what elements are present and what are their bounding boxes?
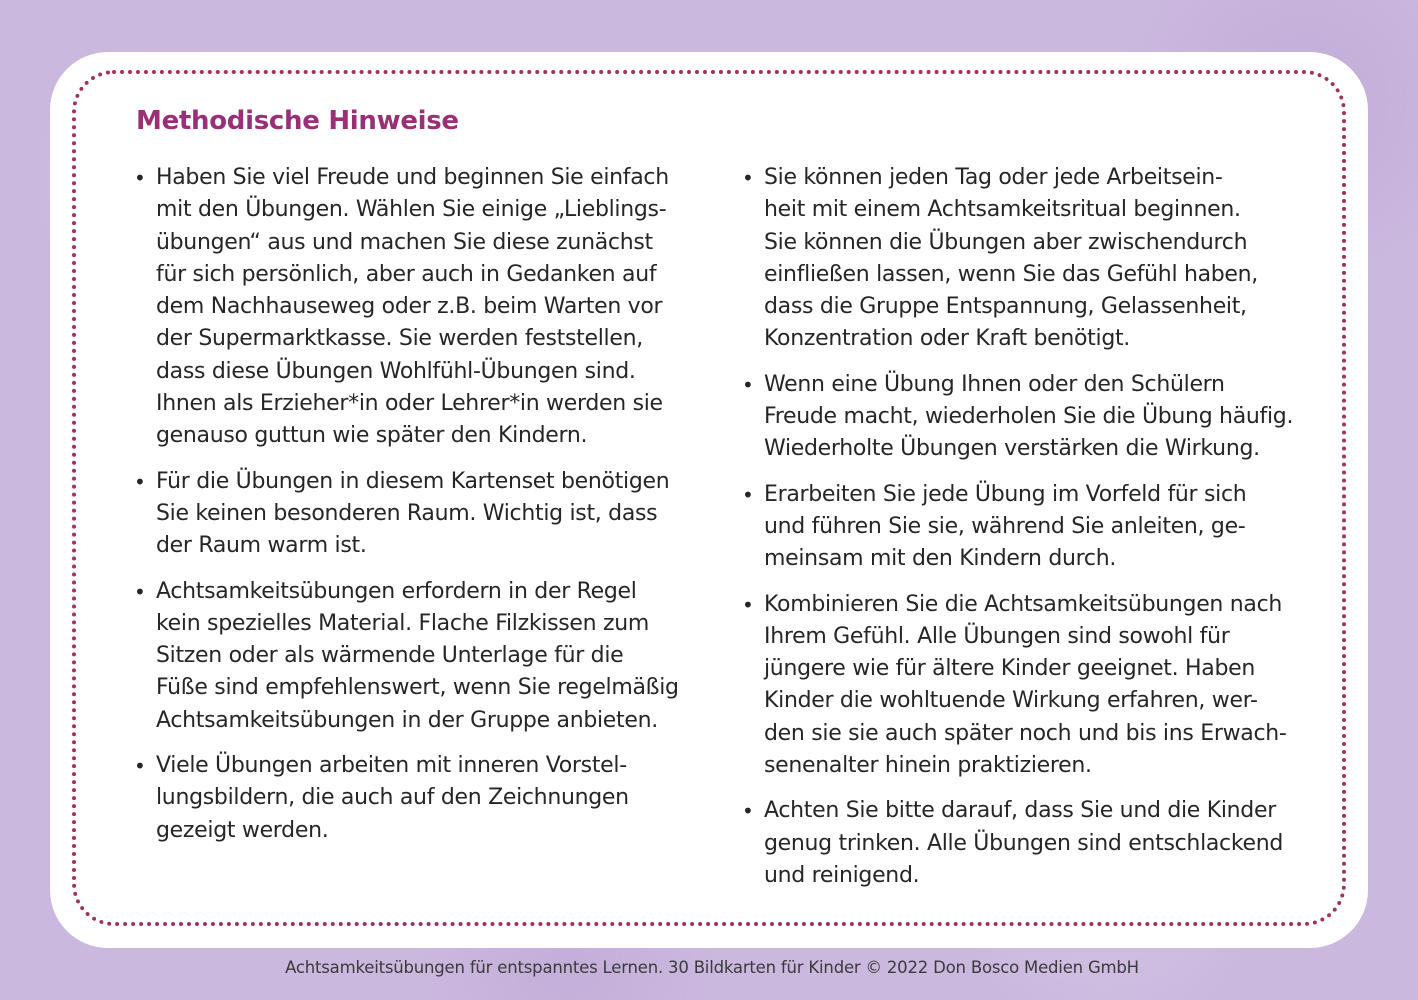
text-line: Konzentration oder Kraft benötigt. [764,326,1131,352]
bullet-icon: • [134,754,146,779]
text-line: senenalter hinein praktizieren. [764,753,1092,779]
bullet-icon: • [134,579,146,604]
card-heading: Methodische Hinweise [136,106,459,136]
bullet-icon: • [742,372,754,397]
text-line: genauso guttun wie später den Kindern. [156,423,588,449]
text-line: Kombinieren Sie die Achtsamkeitsübungen nach [764,591,1283,617]
text-line: mit den Übungen. Wählen Sie einige „Lieblings- [156,197,667,223]
text-line: genug trinken. Alle Übungen sind entschlackend [764,830,1284,856]
list-item [134,162,694,453]
text-line: Ihrem Gefühl. Alle Übungen sind sowohl für [764,623,1230,649]
text-line: Freude macht, wiederholen Sie die Übung häufig. [764,404,1294,430]
text-line: jüngere wie für ältere Kinder geeignet. Haben [764,656,1255,682]
text-line: heit mit einem Achtsamkeitsritual beginnen. [764,197,1241,223]
right-column [742,162,1302,905]
text-line: Sitzen oder als wärmende Unterlage für die [156,643,624,669]
text-line: kein spezielles Material. Flache Filzkissen zum [156,610,649,636]
list-item [742,795,1302,892]
text-line: den sie sie auch später noch und bis ins Erwach- [764,720,1287,746]
text-line: Ihnen als Erzieher*in oder Lehrer*in werden sie [156,391,663,417]
text-line: gezeigt werden. [156,817,329,843]
list-item [134,576,694,737]
text-line: Viele Übungen arbeiten mit inneren Vorstel- [156,753,627,779]
text-line: Achtsamkeitsübungen in der Gruppe anbieten. [156,707,658,733]
bullet-icon: • [742,799,754,824]
text-line: Haben Sie viel Freude und beginnen Sie einfach [156,165,669,190]
list-item [742,162,1302,356]
list-item [742,479,1302,576]
text-line: und führen Sie sie, während Sie anleiten, ge- [764,513,1246,539]
text-line: Achten Sie bitte darauf, dass Sie und die Kinder [764,798,1276,824]
bullet-icon: • [742,592,754,617]
list-item [742,369,1302,466]
list-item [742,589,1302,783]
text-line: einfließen lassen, wenn Sie das Gefühl haben, [764,261,1259,287]
text-line: Sie können die Übungen aber zwischendurch [764,229,1248,255]
text-line: Für die Übungen in diesem Kartenset benötigen [156,468,670,494]
list-item [134,466,694,563]
text-line: Füße sind empfehlenswert, wenn Sie regelmäßig [156,675,679,701]
text-line: der Supermarktkasse. Sie werden feststellen, [156,326,643,352]
text-line: und reinigend. [764,862,920,888]
text-line: dass diese Übungen Wohlfühl-Übungen sind. [156,358,636,384]
text-line: lungsbildern, die auch auf den Zeichnungen [156,785,629,811]
bullet-icon: • [134,469,146,494]
text-line: Wiederholte Übungen verstärken die Wirkung. [764,436,1260,462]
text-line: Achtsamkeitsübungen erfordern in der Regel [156,578,637,604]
bullet-icon: • [134,166,146,190]
bullet-icon: • [742,166,754,190]
text-line: für sich persönlich, aber auch in Gedanken auf [156,261,657,287]
text-line: meinsam mit den Kindern durch. [764,546,1117,572]
list-item [134,750,694,847]
copyright-footer: Achtsamkeitsübungen für entspanntes Lernen. 30 Bildkarten für Kinder © 2022 Don Bosco Medien GmbH [285,958,1139,977]
text-line: übungen“ aus und machen Sie diese zunächst [156,229,653,255]
text-line: der Raum warm ist. [156,533,367,559]
text-line: Kinder die wohltuende Wirkung erfahren, wer- [764,688,1258,714]
text-line: dass die Gruppe Entspannung, Gelassenheit, [764,294,1247,320]
instruction-card [50,52,1368,948]
text-line: Erarbeiten Sie jede Übung im Vorfeld für sich [764,481,1247,507]
left-column [134,162,694,860]
text-line: Wenn eine Übung Ihnen oder den Schülern [764,371,1225,397]
text-line: Sie keinen besonderen Raum. Wichtig ist, dass [156,500,658,526]
text-line: Sie können jeden Tag oder jede Arbeitsein- [764,165,1223,190]
text-line: dem Nachhauseweg oder z.B. beim Warten vor [156,294,663,320]
bullet-icon: • [742,482,754,507]
